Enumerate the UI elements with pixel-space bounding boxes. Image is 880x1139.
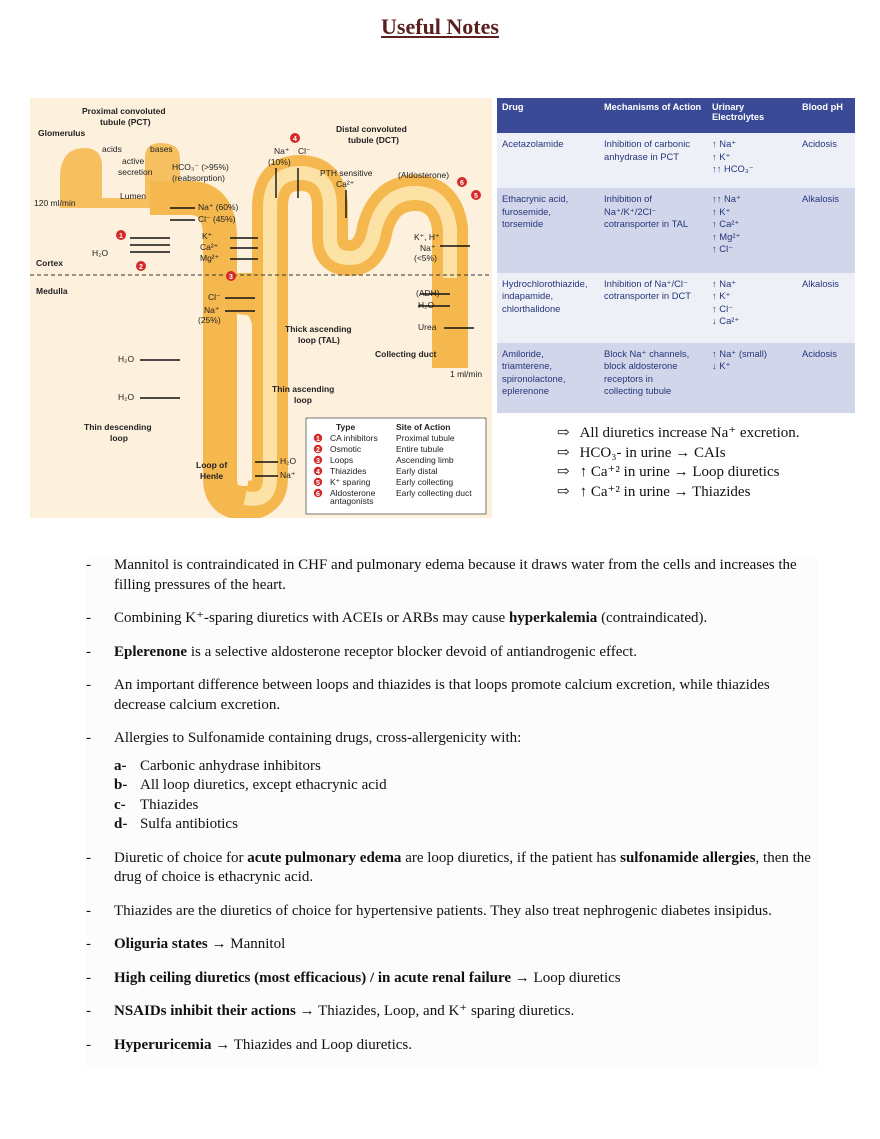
sulfa-item bbox=[114, 757, 818, 777]
drug-cell-line: chlorthalidone bbox=[502, 302, 561, 314]
label-h2o-c: H₂O bbox=[280, 456, 297, 466]
label-henle: Henle bbox=[200, 471, 224, 481]
mechanism-cell-line: block aldosterone bbox=[604, 360, 678, 372]
mechanism-cell-line: Block Na⁺ channels, bbox=[604, 347, 690, 359]
mechanism-cell-line: cotransporter in TAL bbox=[604, 218, 689, 230]
label-ca-dct: Ca²⁺ bbox=[336, 179, 355, 189]
svg-text:5: 5 bbox=[474, 193, 478, 200]
electrolytes-cell bbox=[707, 188, 797, 273]
drug-cell bbox=[497, 188, 599, 273]
label-cortex: Cortex bbox=[36, 258, 63, 268]
electrolytes-cell bbox=[707, 273, 797, 343]
mechanism-cell bbox=[599, 273, 707, 343]
mechanism-cell-line: anhydrase in PCT bbox=[604, 150, 680, 162]
table-row bbox=[497, 273, 855, 343]
label-medulla: Medulla bbox=[36, 286, 68, 296]
side-bullets bbox=[557, 424, 800, 502]
label-na-c: Na⁺ bbox=[280, 470, 296, 480]
legend-number: 2 bbox=[316, 447, 320, 454]
label-reabs: (reabsorption) bbox=[172, 173, 225, 183]
drug-cell-line: Ethacrynic acid, bbox=[502, 193, 569, 205]
mechanism-cell-line: cotransporter in DCT bbox=[604, 290, 692, 302]
label-aldo: (Aldosterone) bbox=[398, 170, 450, 180]
label-cd: Collecting duct bbox=[375, 349, 437, 359]
label-pct2: tubule (PCT) bbox=[100, 117, 151, 127]
note-item: - NSAIDs inhibit their actions → Thiazides, Loop, and K⁺ sparing diuretics. bbox=[86, 1003, 575, 1019]
legend-number: 3 bbox=[316, 458, 320, 465]
label-h2o-cd: H₂O bbox=[418, 300, 435, 310]
legend-site: Entire tubule bbox=[396, 444, 444, 454]
electrolytes-cell-line: ↑ Ca²⁺ bbox=[712, 218, 740, 230]
label-mlmin: 1 ml/min bbox=[450, 369, 483, 379]
sulfa-item-text: All loop diuretics, except ethacrynic acid bbox=[140, 777, 387, 793]
drug-cell bbox=[497, 273, 599, 343]
note-item: - High ceiling diuretics (most efficacious) / in acute renal failure → Loop diuretics bbox=[86, 969, 621, 986]
blood-ph-cell: Acidosis bbox=[797, 133, 855, 188]
label-pct10: (10%) bbox=[268, 157, 291, 167]
note-item: - Allergies to Sulfonamide containing drugs, cross-allergenicity with: a- Carbonic anhydrase inhibitors b- All loop diuretics, except ethacrynic acid c- Thiazides d- Sulfa antibiotics bbox=[86, 729, 818, 835]
mechanism-cell-line: Na⁺/K⁺/2Cl⁻ bbox=[604, 205, 657, 217]
side-bullet-text: ↑ Ca⁺² in urine → Loop diuretics bbox=[579, 464, 780, 480]
header-electrolytes: Urinary Electrolytes bbox=[707, 98, 797, 133]
side-bullet bbox=[557, 424, 800, 444]
label-tal2: loop (TAL) bbox=[298, 335, 340, 345]
drug-cell-line: indapamide, bbox=[502, 290, 554, 302]
drug-cell-line: eplerenone bbox=[502, 385, 549, 397]
note-item: - Combining K⁺-sparing diuretics with ACEIs or ARBs may cause hyperkalemia (contraindicated). bbox=[86, 610, 708, 626]
drug-cell-line: torsemide bbox=[502, 218, 544, 230]
table-row bbox=[497, 343, 855, 413]
note-item: - Thiazides are the diuretics of choice for hypertensive patients. They also treat nephrogenic diabetes insipidus. bbox=[86, 902, 772, 919]
label-h2o-b: H₂O bbox=[118, 392, 135, 402]
label-acids: acids bbox=[102, 144, 122, 154]
arrow-icon: ⇨ bbox=[557, 444, 570, 461]
legend-number: 6 bbox=[316, 491, 320, 498]
drug-cell-line: Amiloride, bbox=[502, 347, 544, 359]
arrow-icon: ⇨ bbox=[557, 464, 570, 480]
sulfa-item-text: Carbonic anhydrase inhibitors bbox=[140, 757, 321, 774]
legend-type: Aldosterone bbox=[330, 488, 376, 498]
legend-site: Ascending limb bbox=[396, 455, 454, 465]
electrolytes-cell-line: ↑ K⁺ bbox=[712, 150, 731, 162]
blood-ph-cell: Alkalosis bbox=[797, 188, 855, 273]
label-glomerulus: Glomerulus bbox=[38, 128, 86, 138]
note-item: - Hyperuricemia → Thiazides and Loop diuretics. bbox=[86, 1036, 412, 1053]
label-active: active bbox=[122, 156, 145, 166]
label-thin-desc: Thin descending bbox=[84, 422, 152, 432]
label-cl45: Cl⁻ (45%) bbox=[198, 214, 236, 224]
electrolytes-cell-line: ↑ Mg²⁺ bbox=[712, 230, 741, 242]
label-na60: Na⁺ (60%) bbox=[198, 202, 239, 212]
sulfa-item-letter: b- bbox=[114, 777, 128, 793]
sulfa-list bbox=[114, 757, 818, 835]
label-adh: (ADH) bbox=[416, 288, 440, 298]
side-bullet-text: ↑ Ca⁺² in urine → Thiazides bbox=[579, 483, 751, 500]
legend-site-header: Site of Action bbox=[396, 422, 451, 432]
label-dct2: tubule (DCT) bbox=[348, 135, 399, 145]
electrolytes-cell-line: ↑ Cl⁻ bbox=[712, 243, 734, 255]
legend-antag: antagonists bbox=[330, 496, 374, 506]
legend-number: 5 bbox=[316, 480, 320, 487]
mechanism-cell-line: collecting tubule bbox=[604, 385, 672, 397]
label-ca: Ca²⁺ bbox=[200, 242, 219, 252]
label-cl-dct: Cl⁻ bbox=[298, 146, 311, 156]
legend-number: 1 bbox=[316, 436, 320, 443]
sulfa-item-letter: a- bbox=[114, 757, 127, 774]
drug-cell-line: furosemide, bbox=[502, 205, 551, 217]
label-na-dct: Na⁺ bbox=[274, 146, 290, 156]
label-lumen: Lumen bbox=[120, 191, 146, 201]
label-pct: Proximal convoluted bbox=[82, 106, 166, 116]
side-bullet-text: All diuretics increase Na⁺ excretion. bbox=[579, 425, 800, 441]
svg-text:4: 4 bbox=[293, 136, 297, 143]
nephron-diagram bbox=[30, 98, 492, 518]
mechanism-cell bbox=[599, 188, 707, 273]
mechanism-cell-line: Inhibition of Na⁺/Cl⁻ bbox=[604, 277, 688, 289]
legend-site: Proximal tubule bbox=[396, 433, 455, 443]
table-row bbox=[497, 133, 855, 188]
note-item: - Oliguria states → Mannitol bbox=[86, 936, 286, 952]
nephron-svg bbox=[30, 98, 492, 518]
svg-text:2: 2 bbox=[139, 264, 143, 271]
header-mechanism: Mechanisms of Action bbox=[599, 98, 707, 133]
label-kh: K⁺, H⁺ bbox=[414, 232, 440, 242]
label-cl-tal: Cl⁻ bbox=[208, 292, 221, 302]
arrow-icon: ⇨ bbox=[557, 425, 570, 441]
label-flow: 120 ml/min bbox=[34, 198, 76, 208]
legend-site: Early collecting bbox=[396, 477, 454, 487]
legend-type: Thiazides bbox=[330, 466, 367, 476]
electrolytes-cell bbox=[707, 133, 797, 188]
drug-cell-line: Acetazolamide bbox=[502, 138, 564, 149]
note-item: - An important difference between loops and thiazides is that loops promote calcium excretion, while thiazides decrease calcium excretion. bbox=[86, 677, 770, 713]
table-row bbox=[497, 188, 855, 273]
page-title: Useful Notes bbox=[381, 14, 499, 39]
electrolytes-cell-line: ↑↑ Na⁺ bbox=[712, 193, 741, 205]
electrolytes-cell-line: ↓ K⁺ bbox=[712, 360, 731, 372]
blood-ph-cell: Acidosis bbox=[797, 343, 855, 413]
side-bullet bbox=[557, 444, 800, 464]
mechanism-cell-line: Inhibition of bbox=[604, 193, 652, 205]
label-hco3: HCO₃⁻ (>95%) bbox=[172, 162, 229, 172]
svg-text:3: 3 bbox=[229, 274, 233, 281]
svg-text:6: 6 bbox=[460, 180, 464, 187]
note-item: - Mannitol is contraindicated in CHF and pulmonary edema because it draws water from the cells and increases the filling pressures of the heart. bbox=[86, 557, 797, 593]
sulfa-item-text: Thiazides bbox=[140, 796, 199, 813]
label-mg: Mg²⁺ bbox=[200, 253, 220, 263]
mechanism-cell bbox=[599, 133, 707, 188]
legend-type-header: Type bbox=[336, 422, 356, 432]
label-pth: PTH sensitive bbox=[320, 168, 373, 178]
drug-cell-line: triamterene, bbox=[502, 360, 553, 372]
drug-cell-line: spironolactone, bbox=[502, 372, 566, 384]
drug-cell bbox=[497, 343, 599, 413]
sulfa-item-text: Sulfa antibiotics bbox=[140, 816, 238, 832]
label-na-tal: Na⁺ bbox=[204, 305, 220, 315]
electrolytes-cell-line: ↑ Cl⁻ bbox=[712, 302, 734, 314]
label-loop: Loop of bbox=[196, 460, 228, 470]
label-lt5: (<5%) bbox=[414, 253, 437, 263]
side-bullet bbox=[557, 463, 800, 483]
label-secretion: secretion bbox=[118, 167, 153, 177]
label-na25: (25%) bbox=[198, 315, 221, 325]
mechanism-cell-line: Inhibition of carbonic bbox=[604, 138, 690, 149]
electrolytes-cell-line: ↑ Na⁺ bbox=[712, 277, 737, 289]
legend-site: Early collecting duct bbox=[396, 488, 472, 498]
side-bullet-text: HCO₃- in urine → CAIs bbox=[579, 444, 726, 461]
electrolytes-cell bbox=[707, 343, 797, 413]
sulfa-item bbox=[114, 815, 818, 835]
note-item: - Diuretic of choice for acute pulmonary edema are loop diuretics, if the patient has sulfonamide allergies, then the drug of choice is ethacrynic acid. bbox=[86, 849, 811, 885]
electrolytes-cell-line: ↑ K⁺ bbox=[712, 290, 731, 302]
label-thin-asc: Thin ascending bbox=[272, 384, 335, 394]
label-k: K⁺ bbox=[202, 231, 213, 241]
table-header-row bbox=[497, 98, 855, 133]
drug-cell-line: Hydrochlorothiazide, bbox=[502, 277, 588, 289]
legend-type: K⁺ sparing bbox=[330, 477, 371, 487]
diagram-legend bbox=[306, 418, 486, 514]
legend-number: 4 bbox=[316, 469, 320, 476]
label-thin-desc2: loop bbox=[110, 433, 128, 443]
mechanism-cell-line: receptors in bbox=[604, 372, 653, 384]
legend-site: Early distal bbox=[396, 466, 438, 476]
note-item: - Eplerenone is a selective aldosterone receptor blocker devoid of antiandrogenic effect. bbox=[86, 643, 638, 660]
label-thin-asc2: loop bbox=[294, 395, 312, 405]
svg-text:1: 1 bbox=[119, 233, 123, 240]
side-bullet bbox=[557, 483, 800, 503]
label-urea: Urea bbox=[418, 322, 437, 332]
diuretics-table bbox=[497, 98, 855, 413]
sulfa-item-letter: d- bbox=[114, 816, 128, 832]
mechanism-cell bbox=[599, 343, 707, 413]
electrolytes-cell-line: ↑↑ HCO₃⁻ bbox=[712, 163, 754, 174]
sulfa-item-letter: c- bbox=[114, 796, 126, 813]
header-drug: Drug bbox=[497, 98, 599, 133]
header-blood-ph: Blood pH bbox=[797, 98, 855, 133]
sulfa-item bbox=[114, 776, 818, 796]
label-na-cd: Na⁺ bbox=[420, 243, 436, 253]
notes-list bbox=[86, 556, 818, 1069]
label-tal: Thick ascending bbox=[285, 324, 352, 334]
arrow-icon: ⇨ bbox=[557, 483, 570, 500]
sulfa-item bbox=[114, 796, 818, 816]
legend-type: Loops bbox=[330, 455, 354, 465]
electrolytes-cell-line: ↑ K⁺ bbox=[712, 205, 731, 217]
legend-type: Osmotic bbox=[330, 444, 362, 454]
blood-ph-cell: Alkalosis bbox=[797, 273, 855, 343]
legend-type: CA inhibitors bbox=[330, 433, 378, 443]
label-h2o-a: H₂O bbox=[118, 354, 135, 364]
label-dct: Distal convoluted bbox=[336, 124, 407, 134]
label-bases: bases bbox=[150, 144, 173, 154]
electrolytes-cell-line: ↑ Na⁺ bbox=[712, 138, 737, 149]
drug-cell bbox=[497, 133, 599, 188]
label-h2o: H₂O bbox=[92, 248, 109, 258]
electrolytes-cell-line: ↑ Na⁺ (small) bbox=[712, 347, 767, 359]
electrolytes-cell-line: ↓ Ca²⁺ bbox=[712, 315, 740, 327]
